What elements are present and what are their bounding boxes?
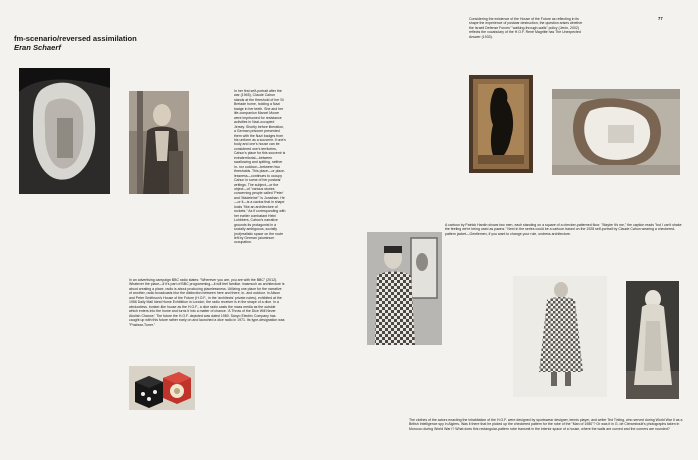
page-title: fm-scenario/reversed assimilation <box>14 34 137 43</box>
text-block-main-column: In her first self-portrait after the war (1945), Claude Cahun stands at the threshold of her St Brelade home, holding a Nazi badge in her teeth. She and her life-companion Marcel Moore were imprisoned for resistance activities in Nazi-occupied Jersey. Shortly before liberation, a German prisoner presented them with the Nazi badges from his uniform as a souvenir. If one's body and one's house can be considered one's territories, Cahun's place for this souvenir is extraterritorial—between swallowing and spitting, neither in- nor outdoor—between two thresholds. This place—or place-lessness—continues to occupy Cahun in some of her postwar writings. The subject—or the object—of "various stories concerning people called 'Peter' and 'Madeleine'" is Jonathan. He—or it—is a cactus that in shape looks "like an architecture of rockets." As if corresponding with her earlier combatant Heini Lohbbers, Cahun's narrative grounds its protagonist in a socially ambiguous, socially (not)realistic space on the route left by German (aluminum occupation. <box>234 89 286 245</box>
page-number: 77 <box>658 16 663 21</box>
veiled-figure-photo <box>626 281 679 399</box>
magritte-painting <box>469 75 533 173</box>
checkered-jacket-photo <box>367 232 442 345</box>
text-block-middle-right: A cartoon by Patrick Hardin shows two men, each standing on a square of a checker-patterned floor. "Maybe it's me," the caption reads "but I can't shake the feeling we're being used as pawns." Next in the series could be a cartoon based on the 1928 self-portrait by Claude Cahun wearing a checkered-pattern jacket—Gentlemen, if you want to change your role, undress architecture. <box>445 223 682 236</box>
text-block-bottom-right: The clothes of the actors enacting the inhabitation of the H.O.F. were designed by sportswear designer, tennis player, and writer Ted Tinling, who served during World War II as a British Intelligence spy in Algiers. Was it there that he picked up the checkered pattern for the robe of the "Man of 1980"? Or was it in G. de Cleramboult's photographs taken in Morocco during World War I? What does this rectangular-pattern robe transmit in the interior space of a house, where the walls are curved and the corners are rounded? <box>409 418 683 431</box>
text-block-left: In an advertising campaign BBC radio states: "Wherever you are, you are with the BBC" (2012). Whatever the place—if it's part of BBC programming—it will feel familiar. Inasmuch as architecture is about creating a place, radio is about producing placelessness. Utilizing one place for the narrative of another, radio broadcasts blur the distinction between here and there, in- and outdoor. In Alison and Peter Smithson's House of the Future (H.O.F., in the 'architects' private notes), exhibited at the 1956 Daily Mail Ideal Home Exhibition in London, the radio receiver is in the shape of a dice. In a windowless, bunker-like house as the H.O.F., a dice radio casts the mass media as the outside which enters into the home and turns it into a matter of chance. 'A Throw of the Dice Will Never Abolish Chance.' The future the H.O.F. depicted was dated 1980. Sanyo Electric Company has caught up with this future rather early on and launched a dice radio in 1971. Its type-designation was "Postwar-Tuner." <box>129 278 285 327</box>
peephole-wall-photo <box>19 68 110 194</box>
hole-in-wall-photo <box>552 89 680 175</box>
cahun-portrait-photo <box>129 91 189 194</box>
author-name: Eran Schaerf <box>14 43 61 52</box>
dice-radio-photo <box>129 366 195 410</box>
checkered-robe-figure-photo <box>513 276 607 397</box>
text-block-top-right: Considering the existence of the House of the Future as reflecting in its shape the experience of postwar destruction, the question arises whether the Israeli Defense Forces' "walking-through-walls" policy (Jenin, 2002) reflects the vocabulary of the H.O.F. René Magritte has The Unexpected Answer (1933). <box>469 17 583 39</box>
